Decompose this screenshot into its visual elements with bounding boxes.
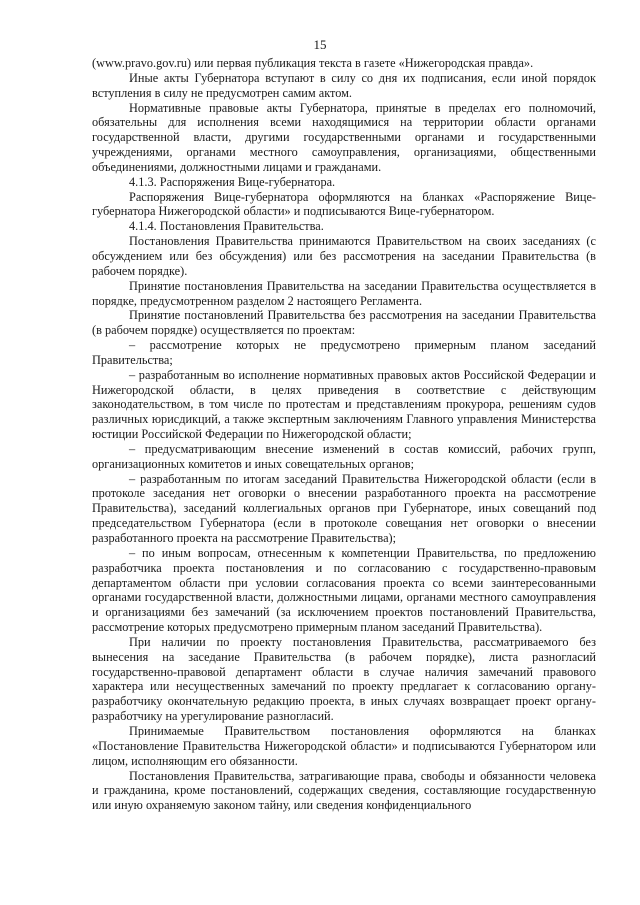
body-paragraph: – разработанным по итогам заседаний Правительства Нижегородской области (если в протоколе заседания нет оговорки о внесении разработанного проекта на рассмотрение Правительства), заседаний коллегиальных органов при Губернаторе, иных совещаний под председательством Губернатора (если в протоколе совещания нет оговорки о внесении разработанного проекта на рассмотрение Правительства); <box>92 471 596 545</box>
body-paragraph: – разработанным во исполнение нормативных правовых актов Российской Федерации и Нижегородской области, в целях приведения в соответствие с действующим законодательством, в том числе по протестам и представлениям прокурора, решениям судов различных юрисдикций, а также экспертным заключениям Главного управления Министерства юстиции Российской Федерации по Нижегородской области; <box>92 367 596 442</box>
body-paragraph: – по иным вопросам, отнесенным к компетенции Правительства, по предложению разработчика проекта постановления и по согласованию с государственно-правовым департаментом области при условии согласования проекта со всеми заинтересованными органами государственной власти, должностными лицами, органами местного самоуправления и организациями без замечаний (за исключением проектов постановлений Правительства, рассмотрение которых предусмотрено примерным планом заседаний Правительства). <box>92 545 596 635</box>
body-paragraph: 4.1.4. Постановления Правительства. <box>129 219 324 234</box>
body-paragraph: Постановления Правительства, затрагивающие права, свободы и обязанности человека и гражданина, кроме постановлений, содержащих сведения, составляющие государственную или иную охраняемую законом тайну, или сведения конфиденциального <box>92 768 596 813</box>
body-paragraph: Постановления Правительства принимаются Правительством на своих заседаниях (с обсуждением или без обсуждения) или без рассмотрения на заседании Правительства (в рабочем порядке). <box>92 234 596 278</box>
body-paragraph: Принятие постановления Правительства на заседании Правительства осуществляется в порядке, предусмотренном разделом 2 настоящего Регламента. <box>92 278 596 308</box>
body-paragraph: Принятие постановлений Правительства без рассмотрения на заседании Правительства (в рабочем порядке) осуществляется по проектам: <box>92 308 596 338</box>
body-paragraph: – предусматривающим внесение изменений в состав комиссий, рабочих групп, организационных комитетов и иных совещательных органов; <box>92 441 596 471</box>
page-number: 15 <box>313 37 327 52</box>
body-paragraph: (www.pravo.gov.ru) или первая публикация текста в газете «Нижегородская правда». <box>92 56 534 70</box>
body-paragraph: Распоряжения Вице-губернатора оформляются на бланках «Распоряжение Вице-губернатора Нижегородской области» и подписываются Вице-губернатором. <box>92 189 596 219</box>
document-body <box>92 56 596 813</box>
body-paragraph: Нормативные правовые акты Губернатора, принятые в пределах его полномочий, обязательны для исполнения всеми находящимися на территории области органами государственной власти, другими государственными органами и государственными учреждениями, органами местного самоуправления, организациями, общественными объединениями, должностными лицами и гражданами. <box>92 100 596 174</box>
body-paragraph: Принимаемые Правительством постановления оформляются на бланках «Постановление Правительства Нижегородской области» и подписываются Губернатором или лицом, исполняющим его обязанности. <box>92 723 596 768</box>
body-paragraph: Иные акты Губернатора вступают в силу со дня их подписания, если иной порядок вступления в силу не предусмотрен самим актом. <box>92 70 596 100</box>
body-paragraph: При наличии по проекту постановления Правительства, рассматриваемого без вынесения на заседание Правительства (в рабочем порядке), листа разногласий государственно-правовой департамент области в случае наличия замечаний правового характера или несущественных замечаний по проекту предлагает к согласованию органу-разработчику окончательную редакцию проекта, в иных случаях возвращает проект органу-разработчику на урегулирование разногласий. <box>92 634 596 724</box>
body-paragraph: 4.1.3. Распоряжения Вице-губернатора. <box>129 174 336 189</box>
body-paragraph: – рассмотрение которых не предусмотрено примерным планом заседаний Правительства; <box>92 338 596 367</box>
